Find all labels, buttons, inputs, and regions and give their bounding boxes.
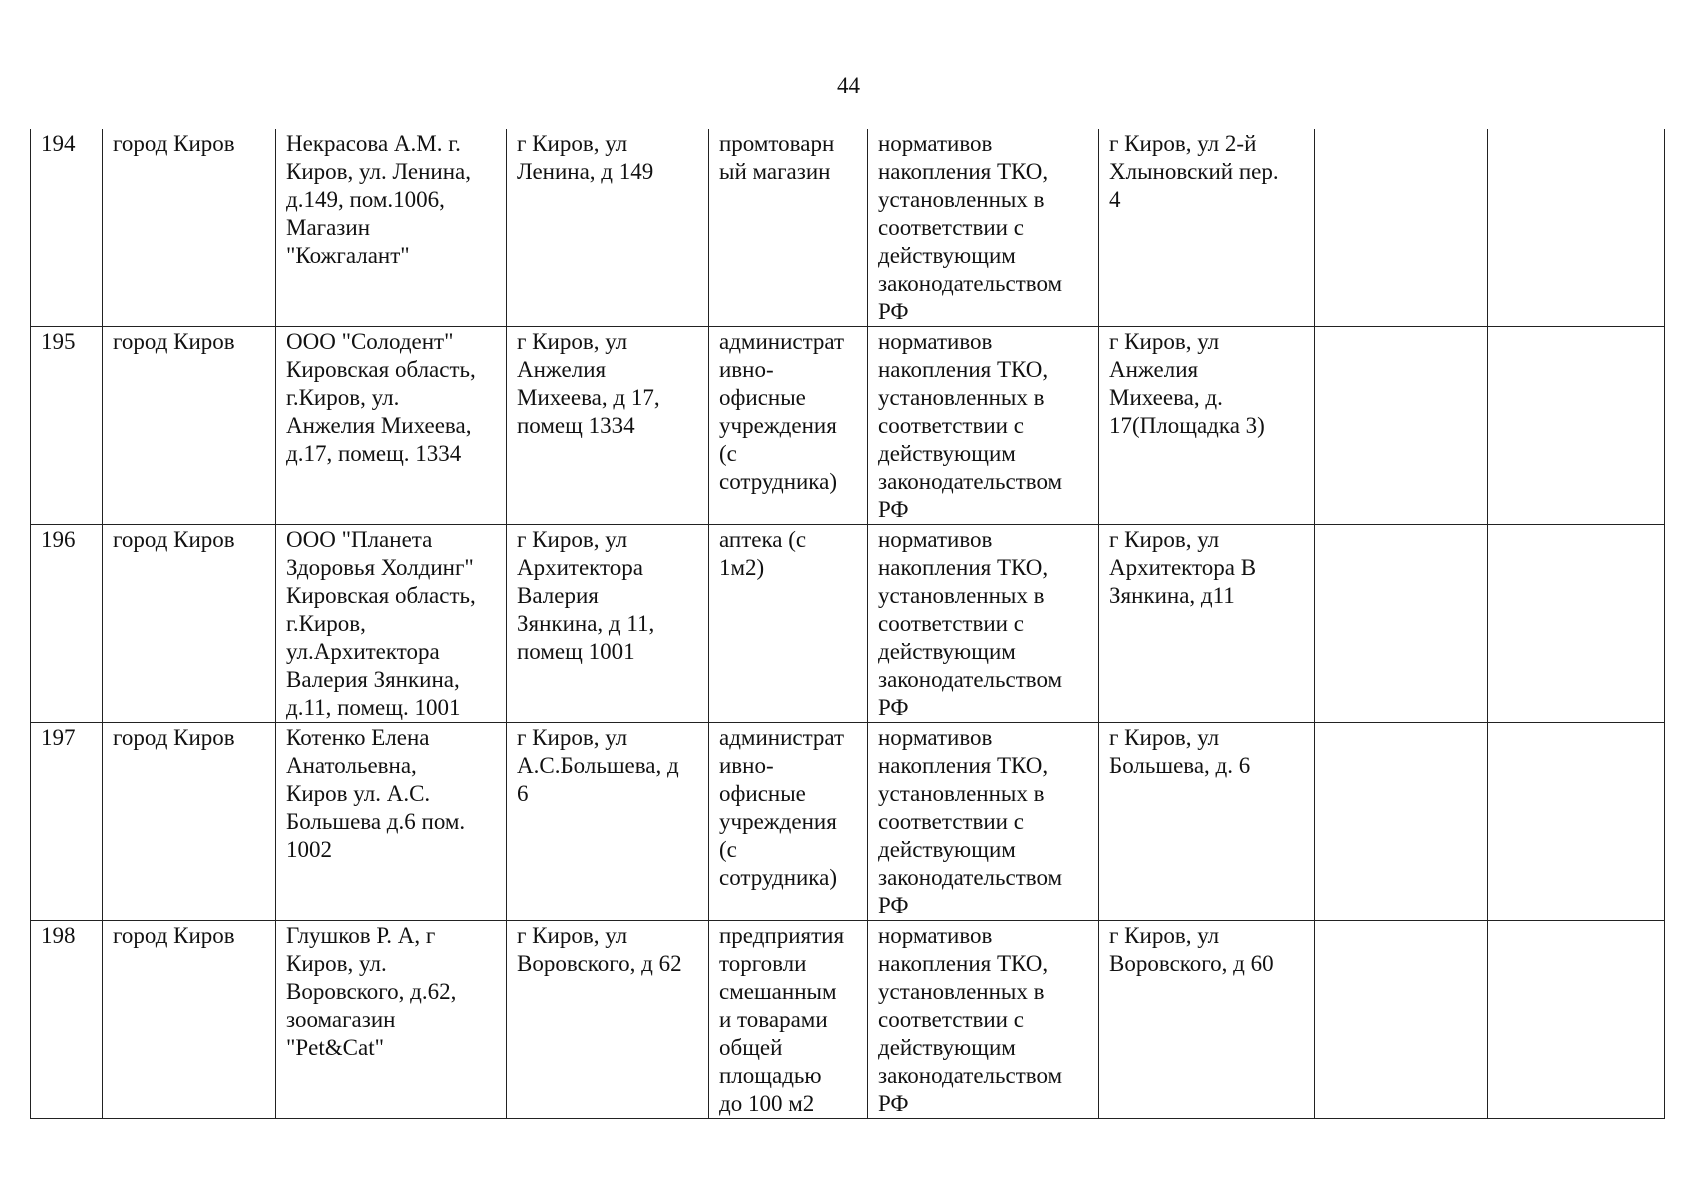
empty-cell xyxy=(1315,921,1488,1119)
owner-cell: Котенко Елена Анатольевна, Киров ул. А.С. Большева д.6 пом. 1002 xyxy=(276,723,507,921)
table-row xyxy=(31,525,1665,723)
norm-cell: нормативов накопления ТКО, установленных в соответствии с действующим законодательством РФ xyxy=(868,129,1099,327)
empty-cell xyxy=(1488,723,1665,921)
address-cell: г Киров, ул Ленина, д 149 xyxy=(507,129,709,327)
category-cell: администрат ивно- офисные учреждения (с сотрудника) xyxy=(709,327,868,525)
table-row xyxy=(31,921,1665,1119)
category-cell: промтоварн ый магазин xyxy=(709,129,868,327)
owner-cell: Некрасова А.М. г. Киров, ул. Ленина, д.149, пом.1006, Магазин "Кожгалант" xyxy=(276,129,507,327)
category-cell: аптека (с 1м2) xyxy=(709,525,868,723)
row-number-cell: 197 xyxy=(31,723,103,921)
empty-cell xyxy=(1488,327,1665,525)
norm-cell: нормативов накопления ТКО, установленных в соответствии с действующим законодательством РФ xyxy=(868,327,1099,525)
table-row xyxy=(31,129,1665,327)
site-cell: г Киров, ул Архитектора В Зянкина, д11 xyxy=(1099,525,1315,723)
row-number-cell: 196 xyxy=(31,525,103,723)
locality-cell: город Киров xyxy=(103,327,276,525)
locality-cell: город Киров xyxy=(103,525,276,723)
empty-cell xyxy=(1315,723,1488,921)
address-cell: г Киров, ул Анжелия Михеева, д 17, помещ 1334 xyxy=(507,327,709,525)
locality-cell: город Киров xyxy=(103,921,276,1119)
locality-cell: город Киров xyxy=(103,129,276,327)
locality-cell: город Киров xyxy=(103,723,276,921)
address-cell: г Киров, ул Воровского, д 62 xyxy=(507,921,709,1119)
row-number-cell: 198 xyxy=(31,921,103,1119)
site-cell: г Киров, ул Анжелия Михеева, д. 17(Площадка 3) xyxy=(1099,327,1315,525)
site-cell: г Киров, ул Большева, д. 6 xyxy=(1099,723,1315,921)
table-row xyxy=(31,723,1665,921)
row-number-cell: 195 xyxy=(31,327,103,525)
address-cell: г Киров, ул А.С.Большева, д 6 xyxy=(507,723,709,921)
empty-cell xyxy=(1315,129,1488,327)
site-cell: г Киров, ул Воровского, д 60 xyxy=(1099,921,1315,1119)
page-number: 44 xyxy=(837,73,860,98)
norm-cell: нормативов накопления ТКО, установленных в соответствии с действующим законодательством РФ xyxy=(868,723,1099,921)
empty-cell xyxy=(1488,921,1665,1119)
category-cell: предприятия торговли смешанным и товарами общей площадью до 100 м2 xyxy=(709,921,868,1119)
table-row xyxy=(31,327,1665,525)
empty-cell xyxy=(1488,129,1665,327)
address-cell: г Киров, ул Архитектора Валерия Зянкина, д 11, помещ 1001 xyxy=(507,525,709,723)
norm-cell: нормативов накопления ТКО, установленных в соответствии с действующим законодательством РФ xyxy=(868,921,1099,1119)
owner-cell: ООО "Солодент" Кировская область, г.Киров, ул. Анжелия Михеева, д.17, помещ. 1334 xyxy=(276,327,507,525)
owner-cell: ООО "Планета Здоровья Холдинг" Кировская область, г.Киров, ул.Архитектора Валерия Зянкина, д.11, помещ. 1001 xyxy=(276,525,507,723)
waste-sites-table xyxy=(30,129,1665,1119)
row-number-cell: 194 xyxy=(31,129,103,327)
empty-cell xyxy=(1315,327,1488,525)
category-cell: администрат ивно- офисные учреждения (с сотрудника) xyxy=(709,723,868,921)
empty-cell xyxy=(1488,525,1665,723)
empty-cell xyxy=(1315,525,1488,723)
owner-cell: Глушков Р. А, г Киров, ул. Воровского, д.62, зоомагазин "Pet&Cat" xyxy=(276,921,507,1119)
site-cell: г Киров, ул 2-й Хлыновский пер. 4 xyxy=(1099,129,1315,327)
norm-cell: нормативов накопления ТКО, установленных в соответствии с действующим законодательством РФ xyxy=(868,525,1099,723)
